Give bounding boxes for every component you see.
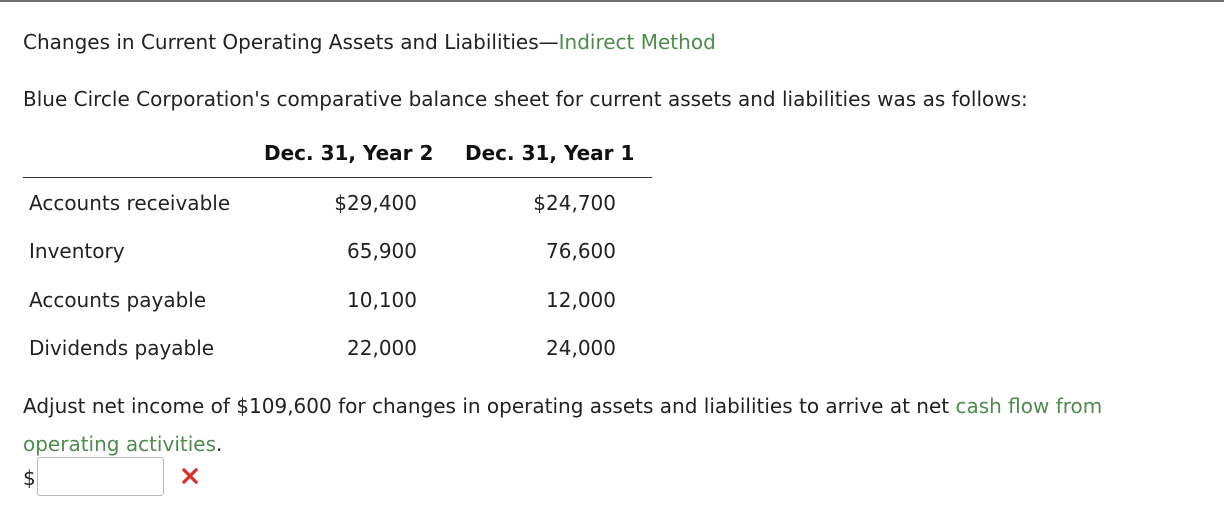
value-year2: 65,900 bbox=[347, 239, 417, 263]
currency-symbol: $ bbox=[23, 466, 36, 490]
table-row bbox=[0, 335, 700, 365]
x-icon bbox=[181, 467, 199, 485]
net-cash-flow-input[interactable] bbox=[37, 457, 164, 496]
title-text: Changes in Current Operating Assets and Liabilities— bbox=[23, 30, 559, 54]
top-divider bbox=[0, 0, 1224, 2]
table-header-divider bbox=[23, 177, 652, 178]
table-row bbox=[0, 238, 700, 268]
question-prompt bbox=[23, 387, 1203, 463]
cash-flow-link[interactable]: cash flow from operating activities bbox=[23, 394, 1103, 456]
value-year1: 76,600 bbox=[546, 239, 616, 263]
row-label: Accounts receivable bbox=[29, 191, 231, 215]
row-label: Dividends payable bbox=[29, 336, 215, 360]
column-header-year2: Dec. 31, Year 2 bbox=[264, 141, 434, 165]
table-row bbox=[0, 190, 700, 220]
value-year2: 22,000 bbox=[347, 336, 417, 360]
value-year1: 12,000 bbox=[546, 288, 616, 312]
value-year1: 24,000 bbox=[546, 336, 616, 360]
page-title bbox=[23, 29, 716, 55]
table-row bbox=[0, 287, 700, 317]
title-link-indirect-method[interactable]: Indirect Method bbox=[558, 30, 716, 54]
value-year1: $24,700 bbox=[533, 191, 616, 215]
value-year2: $29,400 bbox=[334, 191, 417, 215]
question-end: . bbox=[216, 432, 223, 456]
value-year2: 10,100 bbox=[347, 288, 417, 312]
row-label: Inventory bbox=[29, 239, 125, 263]
row-label: Accounts payable bbox=[29, 288, 207, 312]
problem-intro: Blue Circle Corporation's comparative balance sheet for current assets and liabilities was as follows: bbox=[23, 87, 1028, 111]
column-header-year1: Dec. 31, Year 1 bbox=[465, 141, 635, 165]
question-text: Adjust net income of $109,600 for changes in operating assets and liabilities to arrive at net bbox=[23, 394, 956, 418]
